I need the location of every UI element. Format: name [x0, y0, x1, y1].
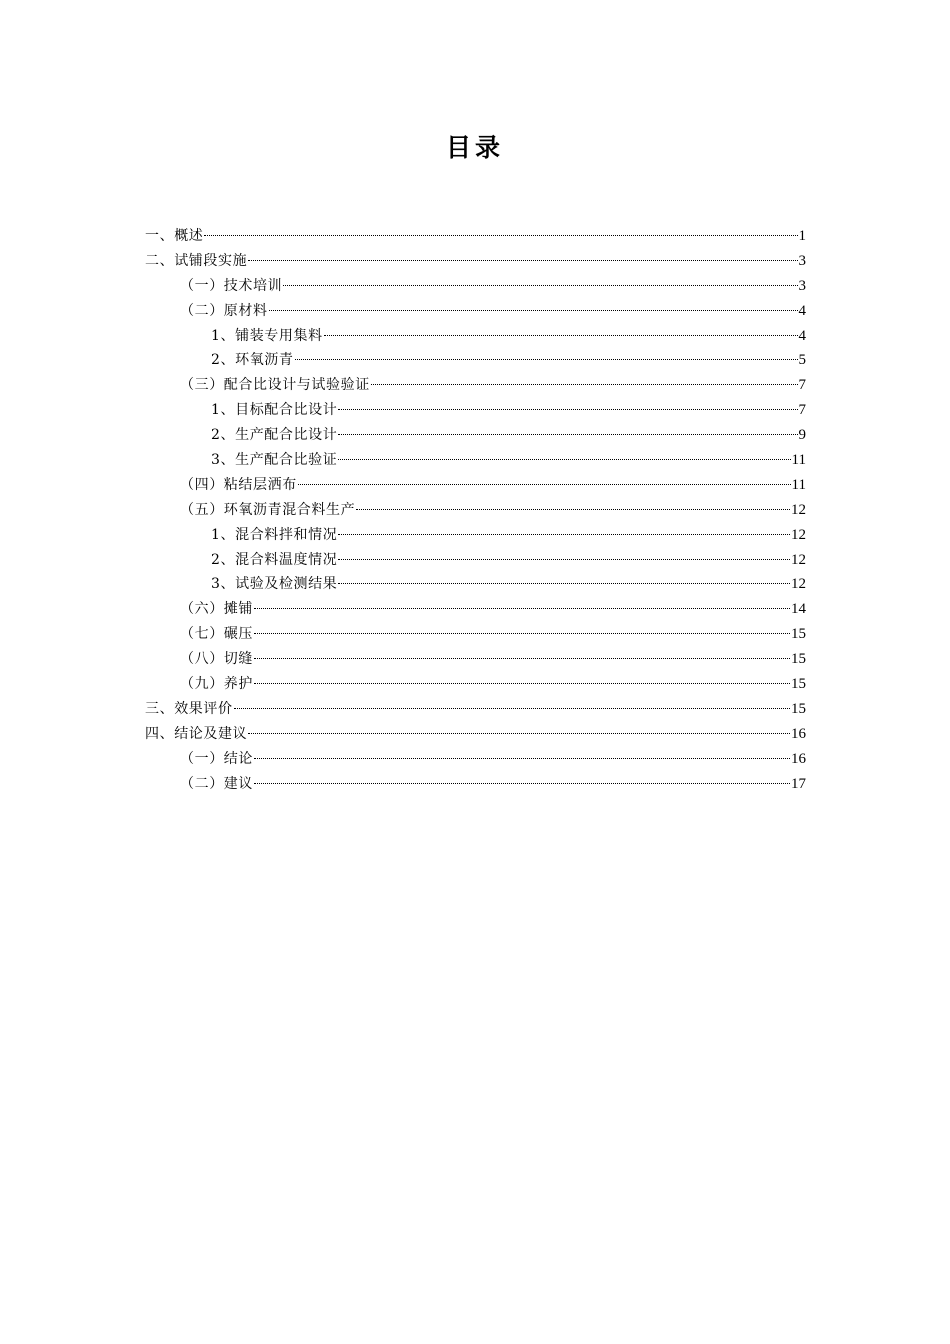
toc-dot-leader [254, 683, 790, 684]
toc-entry[interactable] [145, 398, 806, 423]
toc-entry-label: （二）建议 [180, 775, 253, 792]
toc-entry-label: 1、铺装专用集料 [211, 327, 323, 344]
toc-entry-label: 1、目标配合比设计 [211, 402, 338, 419]
toc-entry[interactable] [145, 523, 806, 548]
toc-dot-leader [234, 708, 790, 709]
toc-page-number: 9 [798, 427, 806, 444]
toc-page-number: 7 [798, 402, 806, 419]
toc-page-number: 15 [791, 651, 806, 668]
toc-entry[interactable] [145, 722, 806, 747]
toc-dot-leader [254, 608, 790, 609]
toc-entry-label: 2、生产配合比设计 [211, 427, 338, 444]
toc-dot-leader [298, 484, 791, 485]
toc-page-number: 16 [791, 725, 806, 742]
toc-entry[interactable] [145, 597, 806, 622]
toc-entry[interactable] [145, 249, 806, 274]
toc-page-number: 11 [791, 476, 806, 493]
toc-entry[interactable] [145, 423, 806, 448]
toc-page-number: 12 [791, 526, 806, 543]
toc-entry[interactable] [145, 324, 806, 349]
toc-page-number: 17 [791, 775, 806, 792]
toc-page-number: 16 [791, 750, 806, 767]
toc-entry-label: （五）环氧沥青混合料生产 [180, 501, 356, 518]
toc-entry-label: （八）切缝 [180, 651, 253, 668]
toc-page-number: 12 [791, 576, 806, 593]
toc-dot-leader [204, 235, 797, 236]
toc-entry-label: （二）原材料 [180, 302, 268, 319]
toc-dot-leader [338, 459, 790, 460]
toc-dot-leader [338, 583, 790, 584]
page-title: 目录 [445, 133, 504, 162]
toc-entry[interactable] [145, 772, 806, 797]
toc-entry[interactable] [145, 274, 806, 299]
toc-page-number: 3 [798, 252, 806, 269]
toc-dot-leader [248, 260, 797, 261]
toc-page-number: 3 [798, 277, 806, 294]
toc-entry[interactable] [145, 647, 806, 672]
toc-page-number: 15 [791, 676, 806, 693]
toc-page-number: 12 [791, 551, 806, 568]
toc-page-number: 14 [791, 601, 806, 618]
toc-dot-leader [338, 409, 797, 410]
toc-dot-leader [254, 658, 790, 659]
toc-entry-label: （六）摊铺 [180, 601, 253, 618]
toc-page-number: 15 [791, 626, 806, 643]
toc-dot-leader [269, 310, 798, 311]
toc-dot-leader [254, 783, 790, 784]
toc-page-number: 11 [791, 452, 806, 469]
toc-dot-leader [338, 534, 790, 535]
toc-entry-label: 三、效果评价 [145, 700, 233, 717]
toc-entry-label: 2、混合料温度情况 [211, 551, 338, 568]
toc-dot-leader [338, 559, 790, 560]
toc-entry-label: 二、试铺段实施 [145, 252, 248, 269]
toc-entry[interactable] [145, 448, 806, 473]
toc-dot-leader [254, 758, 790, 759]
toc-entry[interactable] [145, 622, 806, 647]
toc-entry[interactable] [145, 572, 806, 597]
toc-entry-label: 3、生产配合比验证 [211, 452, 338, 469]
toc-entry-label: 四、结论及建议 [145, 725, 248, 742]
toc-entry-label: （一）结论 [180, 750, 253, 767]
toc-entry-label: （七）碾压 [180, 626, 253, 643]
toc-page-number: 12 [791, 501, 806, 518]
toc-entry[interactable] [145, 373, 806, 398]
toc-entry[interactable] [145, 548, 806, 573]
toc-entry[interactable] [145, 747, 806, 772]
toc-entry[interactable] [145, 697, 806, 722]
toc-page-number: 15 [791, 700, 806, 717]
toc-dot-leader [283, 285, 797, 286]
toc-dot-leader [295, 359, 798, 360]
toc-entry[interactable] [145, 672, 806, 697]
toc-entry-label: （一）技术培训 [180, 277, 283, 294]
toc-page-number: 4 [798, 327, 806, 344]
toc-dot-leader [254, 633, 790, 634]
toc-entry-label: 1、混合料拌和情况 [211, 526, 338, 543]
toc-page-number: 5 [798, 352, 806, 369]
toc-entry-label: 一、概述 [145, 228, 204, 244]
toc-entry[interactable] [145, 498, 806, 523]
toc-dot-leader [338, 434, 797, 435]
table-of-contents [145, 224, 806, 796]
toc-dot-leader [356, 509, 790, 510]
toc-dot-leader [371, 384, 798, 385]
toc-entry[interactable] [145, 473, 806, 498]
toc-page-number: 1 [798, 228, 806, 244]
toc-entry[interactable] [145, 348, 806, 373]
toc-dot-leader [324, 335, 798, 336]
toc-entry-label: 2、环氧沥青 [211, 352, 294, 369]
toc-entry[interactable] [145, 299, 806, 324]
toc-entry[interactable] [145, 224, 806, 249]
toc-entry-label: （四）粘结层洒布 [180, 476, 297, 493]
toc-entry-label: （三）配合比设计与试验验证 [180, 377, 370, 394]
toc-dot-leader [248, 733, 790, 734]
toc-entry-label: 3、试验及检测结果 [211, 576, 338, 593]
toc-entry-label: （九）养护 [180, 676, 253, 693]
toc-page-number: 7 [798, 377, 806, 394]
toc-page-number: 4 [798, 302, 806, 319]
